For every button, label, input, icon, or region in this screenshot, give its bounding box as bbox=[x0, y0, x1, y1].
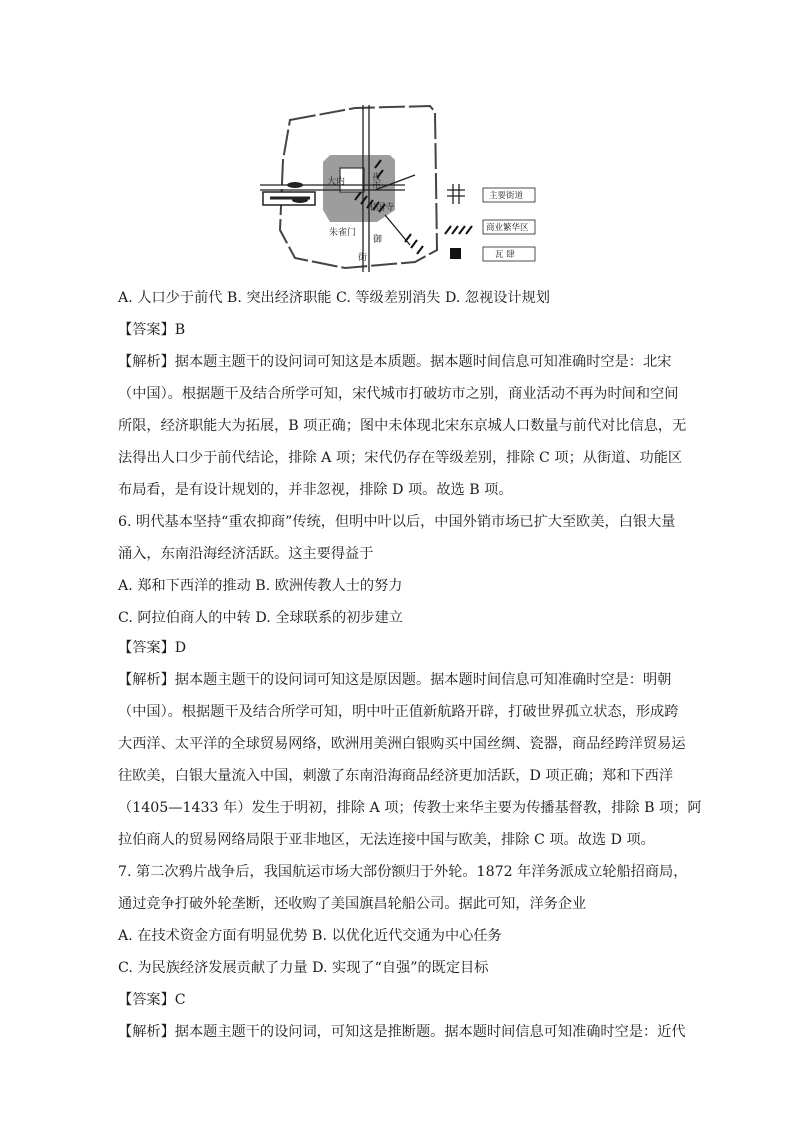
q5-analysis-line-1: 【解析】据本题主题干的设问词可知这是本质题。据本题时间信息可知准确时空是：北宋 bbox=[118, 354, 672, 370]
q7-options-cd: C. 为民族经济发展贡献了力量 D. 实现了“自强”的既定目标 bbox=[118, 960, 489, 976]
q7-answer: 【答案】C bbox=[118, 992, 186, 1008]
q5-options: A. 人口少于前代 B. 突出经济职能 C. 等级差别消失 D. 忽视设计规划 bbox=[118, 290, 550, 306]
label-yeshi: 夜市 bbox=[370, 172, 380, 190]
q5-analysis-line-4: 法得出人口少于前代结论，排除 A 项；宋代仍存在等级差别，排除 C 项；从街道、功能区 bbox=[118, 450, 683, 466]
q6-analysis-line-4: 往欧美，白银大量流入中国，刺激了东南沿海商品经济更加活跃，D 项正确；郑和下西洋 bbox=[118, 768, 674, 784]
label-jie: 街 bbox=[358, 253, 368, 263]
q5-analysis-line-3: 所限，经济职能大为拓展，B 项正确；图中未体现北宋东京城人口数量与前代对比信息，无 bbox=[118, 418, 687, 434]
map-legend bbox=[445, 184, 535, 261]
label-zhuquemen: 朱雀门 bbox=[329, 228, 357, 238]
q5-analysis-line-5: 布局看，是有设计规划的，并非忽视，排除 D 项。故选 B 项。 bbox=[118, 482, 513, 498]
legend-commerce-icon bbox=[445, 226, 472, 234]
legend-main-street: 主要街道 bbox=[489, 191, 524, 201]
legend-commerce: 商业繁华区 bbox=[486, 223, 529, 233]
label-xiangguosi: 相国寺 bbox=[367, 203, 395, 213]
q7-stem-line-1: 7. 第二次鸦片战争后，我国航运市场大部份额归于外轮。1872 年洋务派成立轮船招商局， bbox=[118, 864, 688, 880]
q7-stem-line-2: 通过竞争打破外轮垄断，还收购了美国旗昌轮船公司。据此可知，洋务企业 bbox=[118, 896, 587, 912]
q6-stem-line-2: 涌入，东南沿海经济活跃。这主要得益于 bbox=[118, 546, 374, 562]
q6-stem-line-1: 6. 明代基本坚持“重农抑商”传统，但明中叶以后，中国外销市场已扩大至欧美，白银大量 bbox=[118, 514, 676, 530]
q6-analysis-line-2: （中国）。根据题干及结合所学可知，明中叶正值新航路开辟，打破世界孤立状态，形成跨 bbox=[118, 704, 679, 720]
label-yu: 御 bbox=[373, 235, 383, 245]
q6-answer: 【答案】D bbox=[118, 640, 187, 656]
legend-wazi-icon bbox=[450, 248, 461, 259]
q6-analysis-line-5: （1405—1433 年）发生于明初，排除 A 项；传教士来华主要为传播基督教，排除 B 项；阿 bbox=[118, 800, 702, 816]
q7-options-ab: A. 在技术资金方面有明显优势 B. 以优化近代交通为中心任务 bbox=[118, 928, 502, 944]
label-danei: 大内 bbox=[327, 177, 346, 187]
legend-main-street-icon bbox=[447, 184, 465, 204]
legend-wazi: 瓦 肆 bbox=[495, 250, 515, 260]
q6-analysis-line-1: 【解析】据本题主题干的设问词可知这是原因题。据本题时间信息可知准确时空是：明朝 bbox=[118, 672, 672, 688]
q5-answer: 【答案】B bbox=[118, 322, 186, 338]
q6-analysis-line-6: 拉伯商人的贸易网络局限于亚非地区，无法连接中国与欧美，排除 C 项。故选 D 项。 bbox=[118, 832, 655, 848]
q6-options-cd: C. 阿拉伯商人的中转 D. 全球联系的初步建立 bbox=[118, 610, 403, 626]
q7-analysis-line-1: 【解析】据本题主题干的设问词，可知这是推断题。据本题时间信息可知准确时空是：近代 bbox=[118, 1024, 686, 1040]
q6-analysis-line-3: 大西洋、太平洋的全球贸易网络，欧洲用美洲白银购买中国丝绸、瓷器，商品经跨洋贸易运 bbox=[118, 736, 686, 752]
city-map-figure bbox=[255, 100, 545, 272]
q6-options-ab: A. 郑和下西洋的推动 B. 欧洲传教人士的努力 bbox=[118, 578, 403, 594]
q5-analysis-line-2: （中国）。根据题干及结合所学可知，宋代城市打破坊市之别，商业活动不再为时间和空间 bbox=[118, 386, 679, 402]
